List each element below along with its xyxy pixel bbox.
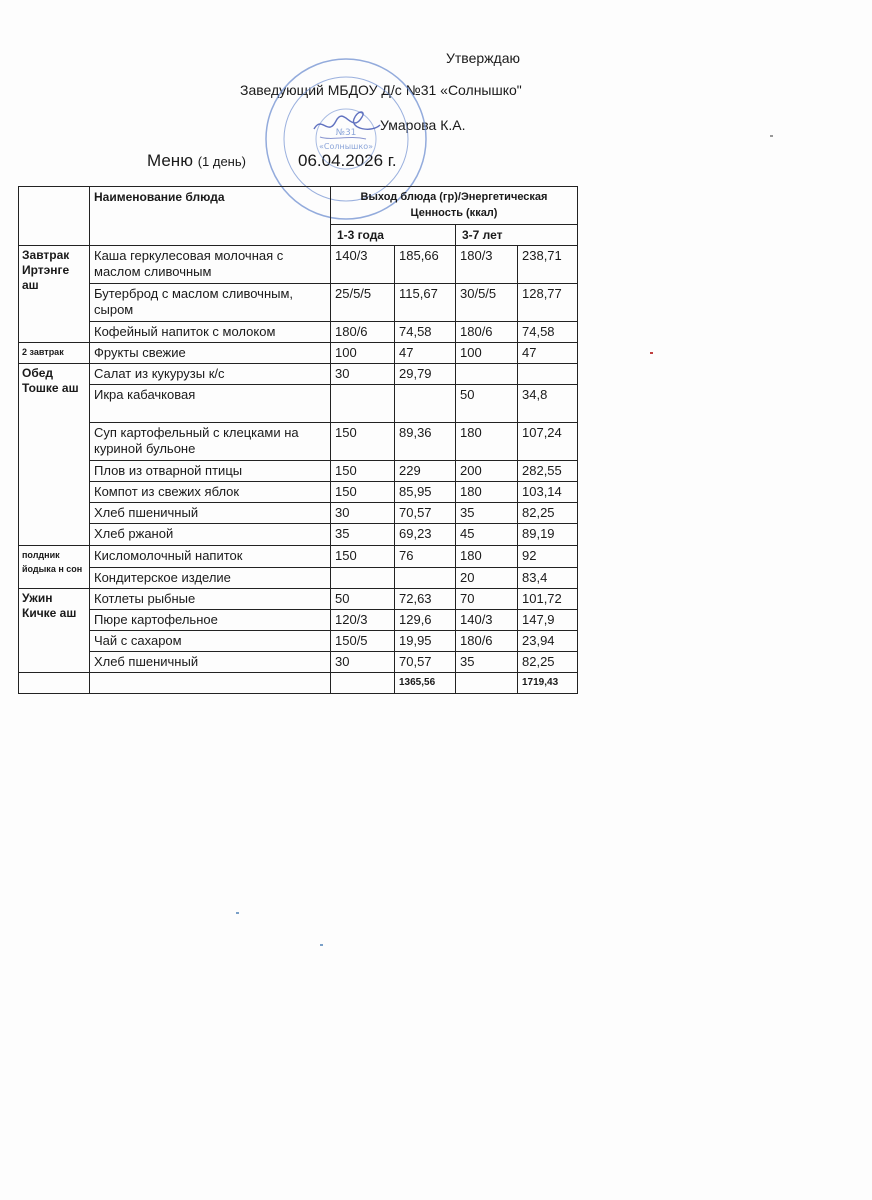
value-k2: 147,9	[518, 610, 578, 631]
dish-name: Хлеб пшеничный	[90, 503, 331, 524]
head-position: Заведующий МБДОУ Д/с №31 «Солнышко"	[240, 82, 522, 98]
table-row	[19, 652, 578, 673]
empty-cell	[331, 673, 395, 694]
value-k1: 85,95	[395, 482, 456, 503]
value-g1: 30	[331, 503, 395, 524]
value-k1: 29,79	[395, 364, 456, 385]
dish-name: Котлеты рыбные	[90, 589, 331, 610]
dish-column-header: Наименование блюда	[90, 187, 331, 246]
dish-name: Каша геркулесовая молочная с маслом сливочным	[90, 246, 331, 284]
value-g1: 30	[331, 652, 395, 673]
table-row	[19, 343, 578, 364]
value-g2: 70	[456, 589, 518, 610]
value-g1: 100	[331, 343, 395, 364]
value-k1: 229	[395, 461, 456, 482]
total-row	[19, 673, 578, 694]
value-g1: 180/6	[331, 322, 395, 343]
table-row	[19, 423, 578, 461]
dish-name: Плов из отварной птицы	[90, 461, 331, 482]
dish-name: Икра кабачковая	[90, 385, 331, 423]
dish-name: Бутерброд с маслом сливочным, сыром	[90, 284, 331, 322]
meal-label-snack: полдник йодыка н сон	[19, 546, 90, 589]
value-g1	[331, 568, 395, 589]
menu-date: 06.04.2026 г.	[298, 151, 397, 170]
value-k2: 238,71	[518, 246, 578, 284]
value-k2: 107,24	[518, 423, 578, 461]
value-k2: 82,25	[518, 652, 578, 673]
table-row	[19, 546, 578, 568]
table-row	[19, 568, 578, 589]
table-row	[19, 461, 578, 482]
table-row	[19, 385, 578, 423]
value-k1: 185,66	[395, 246, 456, 284]
value-g1: 30	[331, 364, 395, 385]
value-k2: 128,77	[518, 284, 578, 322]
value-k1: 70,57	[395, 503, 456, 524]
dish-name: Суп картофельный с клецками на куриной бульоне	[90, 423, 331, 461]
table-row	[19, 482, 578, 503]
table-row	[19, 364, 578, 385]
table-row	[19, 246, 578, 284]
value-k1: 76	[395, 546, 456, 568]
dish-name: Чай с сахаром	[90, 631, 331, 652]
value-k1: 129,6	[395, 610, 456, 631]
value-k2: 101,72	[518, 589, 578, 610]
value-k1: 70,57	[395, 652, 456, 673]
dish-name: Хлеб ржаной	[90, 524, 331, 546]
value-g2: 180/6	[456, 631, 518, 652]
stamp-number: №31	[335, 128, 357, 138]
value-k1: 74,58	[395, 322, 456, 343]
value-g1: 150	[331, 423, 395, 461]
value-k2: 282,55	[518, 461, 578, 482]
menu-title	[147, 151, 246, 171]
value-k2	[518, 364, 578, 385]
empty-cell	[19, 673, 90, 694]
total-kcal: 1719,43	[518, 673, 578, 694]
dish-name: Кисломолочный напиток	[90, 546, 331, 568]
value-k1: 115,67	[395, 284, 456, 322]
scan-speck	[650, 352, 653, 354]
value-g2: 20	[456, 568, 518, 589]
value-g1: 120/3	[331, 610, 395, 631]
value-g1: 140/3	[331, 246, 395, 284]
header-empty-cell	[19, 187, 90, 246]
value-k1: 89,36	[395, 423, 456, 461]
menu-period: (1 день)	[197, 154, 246, 169]
value-g1	[331, 385, 395, 423]
value-g1: 150	[331, 461, 395, 482]
value-g2: 30/5/5	[456, 284, 518, 322]
value-g2: 180	[456, 423, 518, 461]
dish-name: Пюре картофельное	[90, 610, 331, 631]
menu-table	[18, 186, 578, 694]
scan-speck	[236, 912, 239, 914]
value-k2: 89,19	[518, 524, 578, 546]
value-g1: 25/5/5	[331, 284, 395, 322]
dish-name: Кондитерское изделие	[90, 568, 331, 589]
stamp-name: «Солнышко»	[319, 142, 373, 151]
value-k2: 103,14	[518, 482, 578, 503]
empty-cell	[90, 673, 331, 694]
value-g2: 200	[456, 461, 518, 482]
output-column-header: Выход блюда (гр)/Энергетическая Ценность (ккал)	[331, 187, 578, 225]
value-g2: 180/6	[456, 322, 518, 343]
value-g1: 50	[331, 589, 395, 610]
value-g2: 100	[456, 343, 518, 364]
value-k2: 74,58	[518, 322, 578, 343]
signer-name: Умарова К.А.	[380, 117, 466, 133]
table-row	[19, 322, 578, 343]
value-g2: 180/3	[456, 246, 518, 284]
age-group-1-3: 1-3 года	[331, 225, 456, 246]
value-g2: 180	[456, 482, 518, 503]
approval-title: Утверждаю	[446, 50, 520, 66]
value-k2: 83,4	[518, 568, 578, 589]
value-k2: 34,8	[518, 385, 578, 423]
table-row	[19, 589, 578, 610]
meal-label-breakfast: Завтрак Иртэнге аш	[19, 246, 90, 343]
empty-cell	[456, 673, 518, 694]
value-g1: 150	[331, 482, 395, 503]
value-g2: 45	[456, 524, 518, 546]
meal-label-breakfast2: 2 завтрак	[19, 343, 90, 364]
table-row	[19, 284, 578, 322]
value-g2: 140/3	[456, 610, 518, 631]
value-k1	[395, 385, 456, 423]
value-g2: 35	[456, 503, 518, 524]
table-row	[19, 631, 578, 652]
table-row	[19, 524, 578, 546]
value-k1: 72,63	[395, 589, 456, 610]
value-k2: 23,94	[518, 631, 578, 652]
value-k2: 82,25	[518, 503, 578, 524]
value-g2	[456, 364, 518, 385]
dish-name: Фрукты свежие	[90, 343, 331, 364]
table-row	[19, 503, 578, 524]
menu-label: Меню	[147, 151, 193, 170]
scan-speck	[770, 135, 773, 137]
dish-name: Компот из свежих яблок	[90, 482, 331, 503]
scan-speck	[320, 944, 323, 946]
value-k1	[395, 568, 456, 589]
value-k2: 92	[518, 546, 578, 568]
value-k1: 19,95	[395, 631, 456, 652]
dish-name: Хлеб пшеничный	[90, 652, 331, 673]
value-g2: 35	[456, 652, 518, 673]
value-k2: 47	[518, 343, 578, 364]
value-g1: 150/5	[331, 631, 395, 652]
meal-label-lunch: Обед Тошке аш	[19, 364, 90, 546]
meal-label-dinner: Ужин Кичке аш	[19, 589, 90, 673]
value-g1: 150	[331, 546, 395, 568]
value-k1: 69,23	[395, 524, 456, 546]
value-k1: 47	[395, 343, 456, 364]
value-g2: 180	[456, 546, 518, 568]
dish-name: Салат из кукурузы к/с	[90, 364, 331, 385]
age-group-3-7: 3-7 лет	[456, 225, 578, 246]
dish-name: Кофейный напиток с молоком	[90, 322, 331, 343]
table-row	[19, 610, 578, 631]
value-g2: 50	[456, 385, 518, 423]
value-g1: 35	[331, 524, 395, 546]
total-kcal: 1365,56	[395, 673, 456, 694]
